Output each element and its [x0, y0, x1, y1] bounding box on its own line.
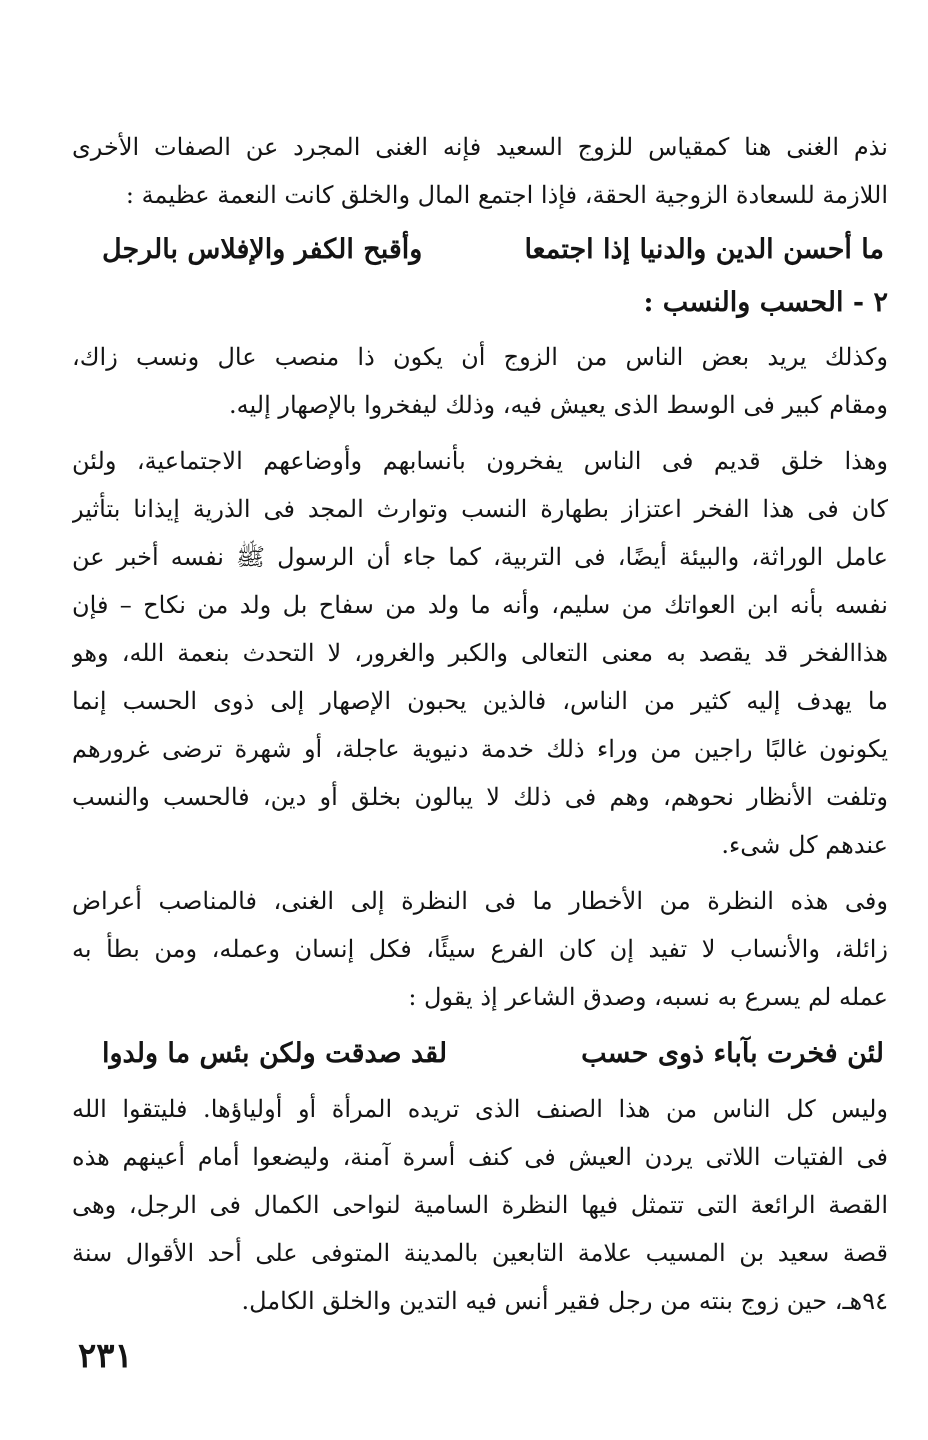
verse-second-hemistich: لقد صدقت ولكن بئس ما ولدوا: [102, 1037, 448, 1069]
text-line: وتلفت الأنظار نحوهم، وهم فى ذلك لا يبالون بخلق أو دين، فالحسب والنسب: [72, 783, 888, 811]
paragraph: [72, 333, 888, 429]
verse-first-hemistich: لئن فخرت بآباء ذوى حسب: [581, 1037, 884, 1069]
text-line: ٩٤هـ، حين زوج بنته من رجل فقير أنس فيه التدين والخلق الكامل.: [241, 1287, 888, 1315]
text-line: اللازمة للسعادة الزوجية الحقة، فإذا اجتمع المال والخلق كانت النعمة عظيمة :: [125, 181, 888, 209]
section-heading: ٢ - الحسب والنسب :: [643, 287, 888, 318]
text-line: نذم الغنى هنا كمقياس للزوج السعيد فإنه الغنى المجرد عن الصفات الأخرى: [72, 133, 888, 161]
intro-paragraph: [72, 123, 888, 219]
text-line: وفى هذه النظرة من الأخطار ما فى النظرة إلى الغنى، فالمناصب أعراض: [72, 887, 888, 915]
text-line: ما يهدف إليه كثير من الناس، فالذين يحبون الإصهار إلى ذوى الحسب إنما: [72, 687, 888, 715]
text-line: قصة سعيد بن المسيب علامة التابعين بالمدينة المتوفى على أحد الأقوال سنة: [72, 1239, 888, 1267]
paragraph: [72, 877, 888, 1021]
poetry-verse: [102, 1023, 884, 1083]
paragraph: [72, 437, 888, 869]
page-number: ٢٣١: [78, 1336, 133, 1376]
text-line: القصة الرائعة التى تتمثل فيها النظرة السامية لنواحى الكمال فى الرجل، وهى: [72, 1191, 888, 1219]
paragraph: [72, 1085, 888, 1325]
text-line: زائلة، والأنساب لا تفيد إن كان الفرع سيئًا، فكل إنسان وعمله، ومن بطأ به: [72, 935, 888, 963]
text-line: وهذا خلق قديم فى الناس يفخرون بأنسابهم وأوضاعهم الاجتماعية، ولئن: [72, 447, 888, 475]
verse-second-hemistich: وأقبح الكفر والإفلاس بالرجل: [102, 233, 423, 265]
text-line: يكونون غالبًا راجين من وراء ذلك خدمة دنيوية عاجلة، أو شهرة ترضى غرورهم: [72, 735, 888, 763]
text-line: عامل الوراثة، والبيئة أيضًا، فى التربية، كما جاء أن الرسول ﷺ نفسه أخبر عن: [72, 543, 888, 571]
text-line: هذاالفخر قد يقصد به معنى التعالى والكبر والغرور، لا التحدث بنعمة الله، وهو: [72, 639, 888, 667]
text-line: عمله لم يسرع به نسبه، وصدق الشاعر إذ يقول :: [408, 983, 888, 1011]
text-line: ومقام كبير فى الوسط الذى يعيش فيه، وذلك ليفخروا بالإصهار إليه.: [229, 391, 888, 419]
text-line: كان فى هذا الفخر اعتزاز بطهارة النسب وتوارث المجد فى الذرية إيذانا بتأثير: [72, 495, 888, 523]
verse-first-hemistich: ما أحسن الدين والدنيا إذا اجتمعا: [524, 233, 884, 265]
text-line: وليس كل الناس من هذا الصنف الذى تريده المرأة أو أولياؤها. فليتقوا الله: [72, 1095, 888, 1123]
poetry-verse: [102, 219, 884, 279]
text-line: عندهم كل شىء.: [721, 831, 888, 859]
text-line: نفسه بأنه ابن العواتك من سليم، وأنه ما ولد من سفاح بل ولد من نكاح – فإن: [72, 591, 888, 619]
text-line: وكذلك يريد بعض الناس من الزوج أن يكون ذا منصب عال ونسب زاك،: [72, 343, 888, 371]
text-line: فى الفتيات اللاتى يردن العيش فى كنف أسرة آمنة، وليضعوا أمام أعينهم هذه: [72, 1143, 888, 1171]
